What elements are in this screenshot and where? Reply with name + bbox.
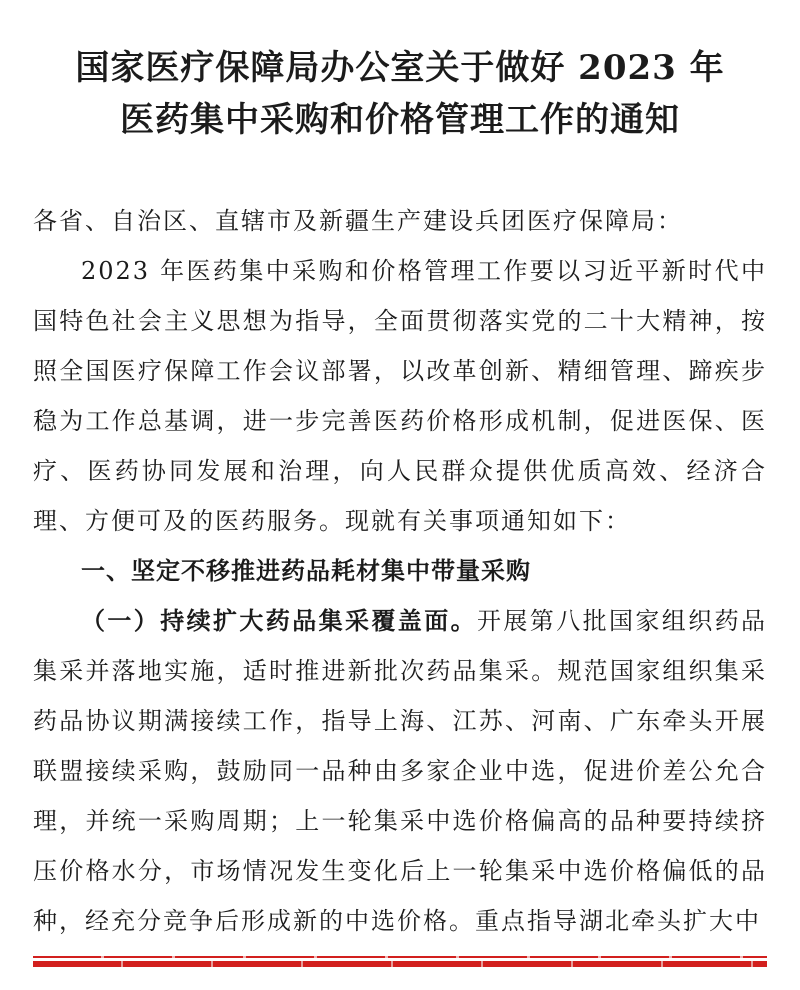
section-heading-1: 一、坚定不移推进药品耗材集中带量采购: [81, 557, 531, 585]
document-body: [33, 196, 767, 946]
intro-paragraph: 2023 年医药集中采购和价格管理工作要以习近平新时代中国特色社会主义思想为指导，全面贯彻落实党的二十大精神，按照全国医疗保障工作会议部署，以改革创新、精细管理、蹄疾步稳为工作总基调，进一步完善医药价格形成机制，促进医保、医疗、医药协同发展和治理，向人民群众提供优质高效、经济合理、方便可及的医药服务。现就有关事项通知如下：: [33, 257, 767, 535]
document-title-line-1: 国家医疗保障局办公室关于做好 2023 年: [75, 48, 725, 88]
subsection-lead: （一）持续扩大药品集采覆盖面。: [81, 606, 477, 635]
document-title: [40, 42, 760, 146]
red-rule-thin-line: [33, 956, 767, 958]
page-bottom-red-separator: [33, 956, 767, 967]
subsection-body-text: 开展第八批国家组织药品集采并落地实施，适时推进新批次药品集采。规范国家组织集采药品协议期满接续工作，指导上海、江苏、河南、广东牵头开展联盟接续采购，鼓励同一品种由多家企业中选，促进价差公允合理，并统一采购周期；上一轮集采中选价格偏高的品种要持续挤压价格水分，市场情况发生变化后上一轮集采中选价格偏低的品种，经充分竞争后形成新的中选价格。重点指导湖北牵头扩大中: [33, 607, 767, 935]
subsection-paragraph: [33, 596, 767, 946]
document-title-line-2: 医药集中采购和价格管理工作的通知: [120, 100, 680, 140]
salutation-line: 各省、自治区、直辖市及新疆生产建设兵团医疗保障局：: [33, 207, 683, 235]
red-rule-thick-line: [33, 961, 767, 967]
